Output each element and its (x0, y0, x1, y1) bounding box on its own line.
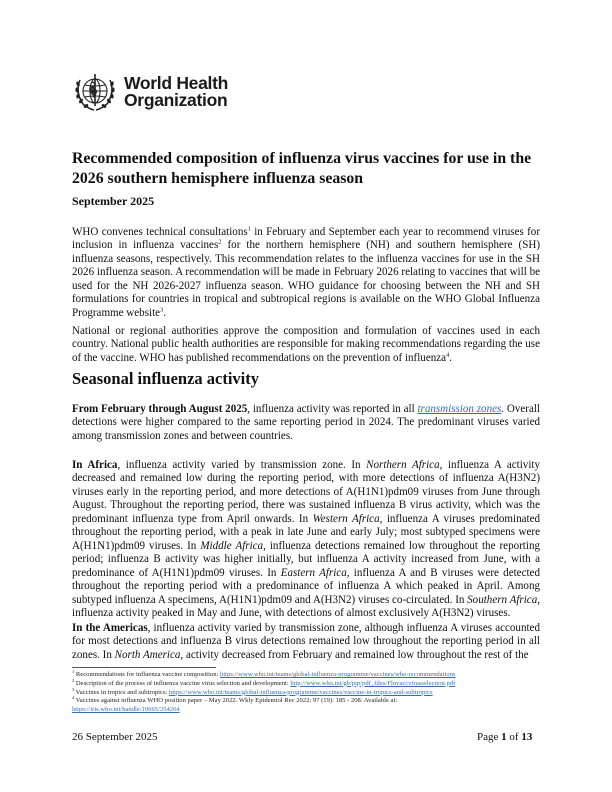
africa-text-5: , influenza A and B viruses were detected throughout the reporting period with a predominance of influenza A which peaked in April. Among subtyped influenza A specimens, A(H1N1)pdm09 and A(H3N2) viruses co-circulated. In (72, 566, 540, 606)
document-title: Recommended composition of influenza virus vaccines for use in the 2026 southern hemisphere influenza season (72, 150, 532, 187)
footnote-number: 2 (72, 677, 75, 683)
africa-text-4: , influenza detections remained low throughout the reporting period; influenza B activity was higher initially, but influenza A activity increased from June, with a predominance of A(H1N1)pdm09 viruses. In (72, 539, 540, 579)
africa-text-1: , influenza activity varied by transmission zone. In (117, 459, 367, 471)
page-number (477, 731, 532, 743)
transmission-zones-link[interactable]: transmission zones (417, 403, 502, 415)
date-heading: September 2025 (72, 194, 155, 208)
americas-text-2: , activity decreased from February and remained low throughout the rest of the (180, 648, 529, 661)
footnote-divider (72, 667, 216, 668)
region-north-america: North America (114, 648, 181, 661)
wordmark-line-1: World Health (124, 73, 228, 93)
footnote-ref-2[interactable]: 2 (218, 238, 222, 246)
region-eastern-africa: Eastern Africa (280, 566, 347, 579)
footnote-link[interactable]: https://iris.who.int/handle/10665/354264 (72, 706, 180, 714)
footnotes (72, 668, 542, 715)
page-prefix: Page (477, 731, 502, 743)
intro-text-2: in February and September each year to recommend viruses for inclusion in influenza vaccines (72, 226, 540, 252)
section-heading-seasonal-activity: Seasonal influenza activity (72, 369, 260, 388)
intro-paragraph (72, 226, 540, 320)
footnote-link[interactable]: https://www.who.int/teams/global-influenza-programme/vaccines/who-recommendations (220, 671, 456, 678)
footnote-link[interactable]: http://www.who.int/gb/pip/pdf_files/Fluvaccvirusselection.pdf (290, 679, 456, 687)
africa-paragraph (72, 459, 540, 620)
intro-text-4: . (163, 306, 167, 319)
page-total: 13 (521, 731, 533, 743)
overview-lead: From February through August 2025 (72, 403, 248, 415)
footnote-number: 4 (72, 695, 75, 701)
page-of: of (506, 731, 522, 743)
footnote-1 (72, 668, 542, 680)
footer-date: 26 September 2025 (72, 731, 158, 743)
intro-text-1: WHO convenes technical consultations (72, 226, 248, 238)
americas-paragraph (72, 622, 540, 662)
national-text-2: . (449, 351, 453, 364)
footnote-text: Description of the process of influenza vaccine virus selection and development: (74, 679, 291, 687)
who-logo (72, 70, 228, 114)
overview-text-1: , influenza activity was reported in all (247, 403, 418, 415)
intro-text-3: for the northern hemisphere (NH) and southern hemisphere (SH) influenza seasons, respectively. This recommendation relates to the influenza vaccines for use in the SH 2026 influenza season. A recommendation will be made in February 2026 relating to vaccines that will be used for the NH 2026-2027 influenza season. WHO guidance for choosing between the NH and SH formulations for countries in tropical and subtropical regions is available on the WHO Global Influenza Programme website (72, 239, 540, 319)
footnote-number: 3 (72, 686, 75, 692)
overview-paragraph (72, 403, 540, 443)
wordmark-line-2: Organization (124, 90, 228, 110)
africa-text-3: , influenza A viruses predominated throughout the reporting period, with a peak in late June and early July; most subtyped specimens were A(H1N1)pdm09 viruses. In (72, 512, 541, 552)
footnote-text: Recommendations for influenza vaccine composition: (74, 671, 221, 678)
africa-text-6: , influenza activity peaked in May and June, with detections of almost exclusively A(H3N2) viruses. (72, 593, 540, 619)
footnote-ref-3[interactable]: 3 (160, 306, 164, 314)
footnote-ref-1[interactable]: 1 (247, 225, 251, 233)
page-current: 1 (501, 731, 507, 743)
footnote-number: 1 (72, 668, 75, 674)
who-wordmark (124, 75, 228, 109)
footnote-text: Vaccines against influenza WHO position paper – May 2022. Wkly Epidemiol Rec 2022; 97 (19): 185 - 208. Available at: (74, 697, 398, 705)
footnote-4 (72, 697, 542, 706)
africa-text-2: , influenza A activity decreased and remained low during the reporting period, with more detections of influenza A(H3N2) viruses early in the reporting period, and more detections of A(H1N1)pdm09 viruses from June through August. Throughout the reporting period, there was sustained influenza B virus activity, which was the predominant influenza type from April onwards. In (72, 459, 540, 525)
americas-lead: In the Americas (72, 622, 148, 634)
region-middle-africa: Middle Africa (200, 539, 264, 552)
region-southern-africa: Southern Africa (467, 593, 538, 606)
region-northern-africa: Northern Africa (366, 459, 440, 471)
footnote-link[interactable]: https://www.who.int/teams/global-influenza-programme/vaccines/vaccine-in-tropics-and-subtropics (169, 688, 433, 696)
africa-lead: In Africa (72, 459, 118, 471)
national-paragraph (72, 325, 540, 365)
region-western-africa: Western Africa (312, 512, 380, 525)
footnote-4-link-line (72, 706, 542, 715)
footnote-text: Vaccines in tropics and subtropics: (74, 688, 169, 696)
americas-text-1: , influenza activity varied by transmission zone, although influenza A viruses accounted for most detections and influenza B virus detections remained low throughout the reporting period in all zones. In (72, 622, 540, 661)
who-emblem-icon (72, 70, 118, 114)
footnote-ref-4[interactable]: 4 (446, 351, 450, 359)
national-text-1: National or regional authorities approve the composition and formulation of vaccines used in each country. National public health authorities are responsible for making recommendations regarding the use of the vaccine. WHO has published recommendations on the prevention of influenza (72, 325, 540, 364)
overview-text-2: . Overall detections were higher compared to the same reporting period in 2024. The predominant viruses varied among transmission zones and between countries. (72, 403, 540, 442)
